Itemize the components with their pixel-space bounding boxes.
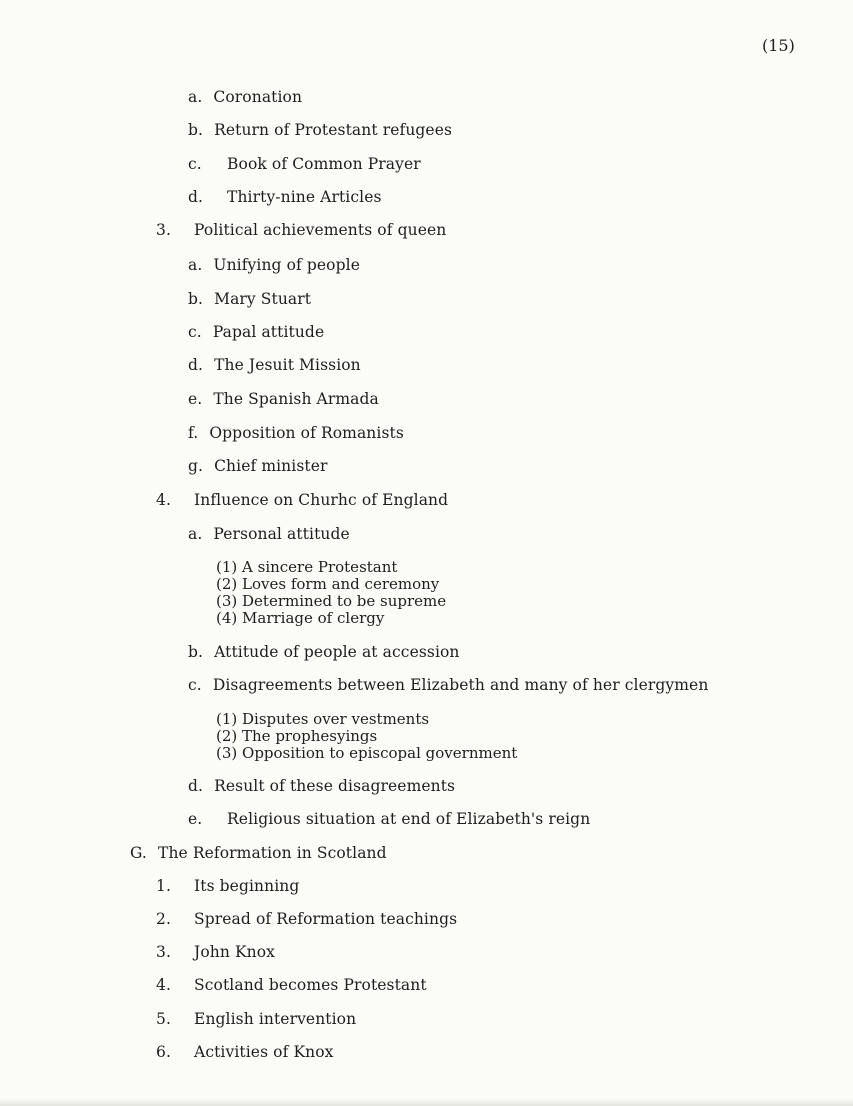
- item-marker: e.: [188, 390, 203, 408]
- item-text: Influence on Churhc of England: [194, 491, 449, 509]
- outline-item: [188, 390, 379, 408]
- item-marker: 2.: [156, 910, 171, 928]
- item-marker: G.: [130, 844, 147, 862]
- item-text: Political achievements of queen: [194, 221, 447, 239]
- item-text: Spread of Reformation teachings: [194, 910, 458, 928]
- outline-item: [156, 1043, 333, 1061]
- page-number: (15): [762, 36, 795, 55]
- outline-item: [156, 943, 275, 961]
- item-marker: c.: [188, 155, 202, 173]
- outline-item: [188, 810, 590, 828]
- sub-item: (2) Loves form and ceremony: [216, 575, 440, 593]
- item-marker: d.: [188, 356, 204, 374]
- item-marker: g.: [188, 457, 204, 475]
- outline-item: [188, 676, 708, 694]
- item-text: Chief minister: [214, 457, 328, 475]
- outline-item: [188, 356, 361, 374]
- item-marker: 3.: [156, 943, 171, 961]
- outline-item: [188, 457, 328, 475]
- sub-list: [216, 559, 446, 627]
- section-heading: [130, 844, 387, 862]
- outline-item: [156, 221, 446, 239]
- item-marker: b.: [188, 290, 204, 308]
- outline-item: [188, 256, 360, 274]
- item-text: Mary Stuart: [214, 290, 312, 308]
- item-marker: 4.: [156, 976, 171, 994]
- item-text: English intervention: [194, 1010, 357, 1028]
- item-marker: d.: [188, 188, 204, 206]
- item-marker: b.: [188, 121, 204, 139]
- item-text: Thirty-nine Articles: [227, 188, 382, 206]
- item-marker: a.: [188, 525, 203, 543]
- outline-item: [156, 877, 299, 895]
- item-text: Religious situation at end of Elizabeth's reign: [227, 810, 591, 828]
- item-text: Book of Common Prayer: [227, 155, 421, 173]
- outline-item: [156, 1010, 356, 1028]
- outline-item: [156, 491, 448, 509]
- item-text: John Knox: [194, 943, 276, 961]
- item-marker: 1.: [156, 877, 171, 895]
- item-text: Its beginning: [194, 877, 300, 895]
- item-marker: f.: [188, 424, 199, 442]
- outline-item: [188, 155, 421, 173]
- item-text: The Jesuit Mission: [214, 356, 361, 374]
- sub-item: (3) Opposition to episcopal government: [216, 744, 518, 762]
- outline-item: [188, 188, 382, 206]
- item-marker: 4.: [156, 491, 171, 509]
- item-text: Papal attitude: [212, 323, 325, 341]
- item-text: Result of these disagreements: [214, 777, 456, 795]
- item-text: Return of Protestant refugees: [214, 121, 453, 139]
- item-text: Personal attitude: [213, 525, 350, 543]
- item-text: Coronation: [213, 88, 303, 106]
- sub-item: (2) The prophesyings: [216, 727, 378, 745]
- item-marker: a.: [188, 256, 203, 274]
- item-marker: c.: [188, 323, 202, 341]
- outline-item: [156, 976, 427, 994]
- outline-item: [188, 88, 302, 106]
- outline-item: [188, 424, 404, 442]
- outline-item: [188, 643, 460, 661]
- item-text: Activities of Knox: [194, 1043, 334, 1061]
- outline-item: [156, 910, 457, 928]
- item-marker: a.: [188, 88, 203, 106]
- item-text: Disagreements between Elizabeth and many of her clergymen: [212, 676, 709, 694]
- item-marker: e.: [188, 810, 203, 828]
- item-marker: 6.: [156, 1043, 171, 1061]
- item-text: The Spanish Armada: [213, 390, 379, 408]
- item-marker: d.: [188, 777, 204, 795]
- sub-list: [216, 711, 517, 762]
- outline-item: [188, 777, 455, 795]
- item-marker: c.: [188, 676, 202, 694]
- item-marker: 3.: [156, 221, 171, 239]
- item-marker: b.: [188, 643, 204, 661]
- item-text: Scotland becomes Protestant: [194, 976, 427, 994]
- item-text: Attitude of people at accession: [214, 643, 460, 661]
- item-text: Unifying of people: [213, 256, 360, 274]
- sub-item: (1) A sincere Protestant: [216, 558, 398, 576]
- page-bottom-edge: [0, 1098, 853, 1106]
- item-marker: 5.: [156, 1010, 171, 1028]
- outline-item: [188, 525, 350, 543]
- outline-item: [188, 121, 452, 139]
- sub-item: (3) Determined to be supreme: [216, 592, 447, 610]
- sub-item: (4) Marriage of clergy: [216, 609, 385, 627]
- outline-item: [188, 290, 311, 308]
- item-text: Opposition of Romanists: [209, 424, 404, 442]
- sub-item: (1) Disputes over vestments: [216, 710, 430, 728]
- item-text: The Reformation in Scotland: [158, 844, 387, 862]
- outline-item: [188, 323, 324, 341]
